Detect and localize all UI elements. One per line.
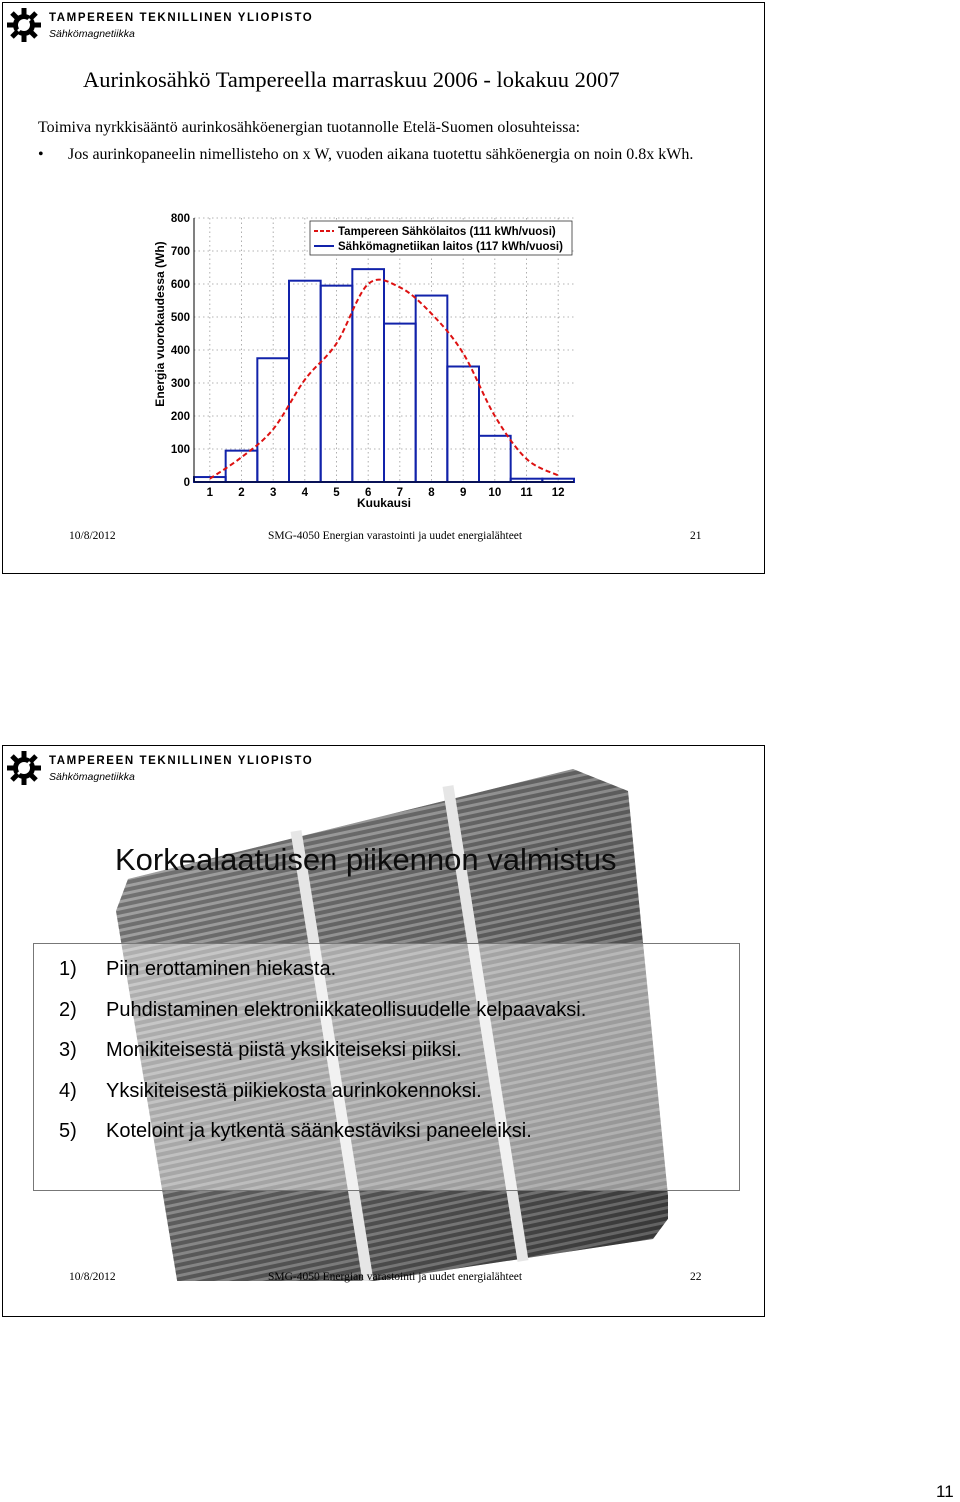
step-text: Koteloint ja kytkentä säänkestäviksi paneeleiksi. [106, 1120, 532, 1142]
university-logo [3, 746, 314, 790]
step-number: 3) [59, 1039, 77, 1061]
x-tick-label: 10 [488, 487, 502, 499]
x-tick-label: 4 [301, 487, 309, 499]
footer-page-number: 21 [690, 530, 702, 542]
x-tick-label: 5 [333, 487, 340, 499]
y-tick-label: 400 [170, 345, 190, 357]
bullet-item [38, 146, 693, 164]
x-tick-label: 3 [269, 487, 277, 499]
step-text: Monikiteisestä piistä yksikiteiseksi piiksi. [106, 1039, 462, 1061]
gear-logo-icon [5, 6, 43, 44]
legend-label: Tampereen Sähkölaitos (111 kWh/vuosi) [338, 226, 556, 238]
step-number: 5) [59, 1120, 77, 1142]
y-axis-label: Energia vuorokaudessa (Wh) [153, 241, 167, 407]
bullet-text: Jos aurinkopaneelin nimellisteho on x W, vuoden aikana tuotettu sähköenergia on noin 0.8x kWh. [68, 146, 694, 163]
x-axis-label: Kuukausi [356, 496, 412, 510]
step-text: Piin erottaminen hiekasta. [106, 958, 337, 980]
x-tick-label: 11 [520, 487, 533, 499]
list-item [59, 1039, 462, 1062]
bar [447, 367, 479, 483]
list-item [59, 958, 336, 981]
y-tick-label: 700 [170, 246, 190, 258]
x-tick-label: 7 [396, 487, 404, 499]
slide-22 [2, 745, 765, 1317]
gear-logo-icon [5, 749, 43, 787]
slide-title: Aurinkosähkö Tampereella marraskuu 2006 - lokakuu 2007 [83, 67, 620, 92]
x-tick-label: 8 [428, 487, 435, 499]
steps-list [33, 943, 740, 1191]
chart-legend [310, 221, 572, 255]
step-number: 2) [59, 999, 77, 1021]
footer-date: 10/8/2012 [69, 1271, 116, 1283]
footer-date: 10/8/2012 [69, 530, 116, 542]
footer-page-number: 22 [690, 1271, 702, 1283]
intro-text: Toimiva nyrkkisääntö aurinkosähköenergian tuotannolle Etelä-Suomen olosuhteissa: [38, 119, 581, 136]
slide-title: Korkealaatuisen piikennon valmistus [115, 842, 617, 877]
x-tick-label: 6 [364, 487, 372, 499]
step-number: 4) [59, 1080, 77, 1102]
step-text: Yksikiteisestä piikiekosta aurinkokennoksi. [106, 1080, 482, 1102]
y-tick-label: 0 [183, 477, 190, 489]
energy-chart [148, 206, 583, 511]
y-tick-label: 200 [170, 411, 190, 423]
list-item [59, 1080, 482, 1103]
x-tick-label: 2 [238, 487, 245, 499]
y-tick-labels [171, 213, 190, 489]
y-tick-label: 600 [170, 279, 190, 291]
y-tick-label: 500 [170, 312, 190, 324]
bullet-dot-icon: • [38, 146, 44, 163]
x-tick-label: 9 [459, 487, 467, 499]
footer-course: SMG-4050 Energian varastointi ja uudet energialähteet [268, 1271, 523, 1283]
page-number: 11 [936, 1482, 954, 1501]
x-tick-label: 1 [206, 487, 214, 499]
y-tick-label: 800 [170, 213, 190, 225]
bar [416, 296, 448, 482]
university-name: TAMPEREEN TEKNILLINEN YLIOPISTO [49, 12, 314, 24]
university-logo [3, 3, 314, 47]
slide-21 [2, 2, 765, 574]
y-tick-label: 100 [170, 444, 190, 456]
legend-label: Sähkömagnetiikan laitos (117 kWh/vuosi) [338, 241, 563, 253]
university-name: TAMPEREEN TEKNILLINEN YLIOPISTO [49, 755, 314, 767]
footer-course: SMG-4050 Energian varastointi ja uudet energialähteet [268, 530, 523, 542]
chart-series [194, 218, 574, 482]
step-text: Puhdistaminen elektroniikkateollisuudelle kelpaavaksi. [106, 999, 587, 1021]
y-tick-label: 300 [170, 378, 190, 390]
step-number: 1) [59, 958, 77, 980]
department-name: Sähkömagnetiikka [49, 771, 135, 783]
x-tick-label: 12 [551, 487, 565, 499]
list-item [59, 999, 586, 1022]
list-item [59, 1120, 532, 1143]
department-name: Sähkömagnetiikka [49, 28, 135, 40]
